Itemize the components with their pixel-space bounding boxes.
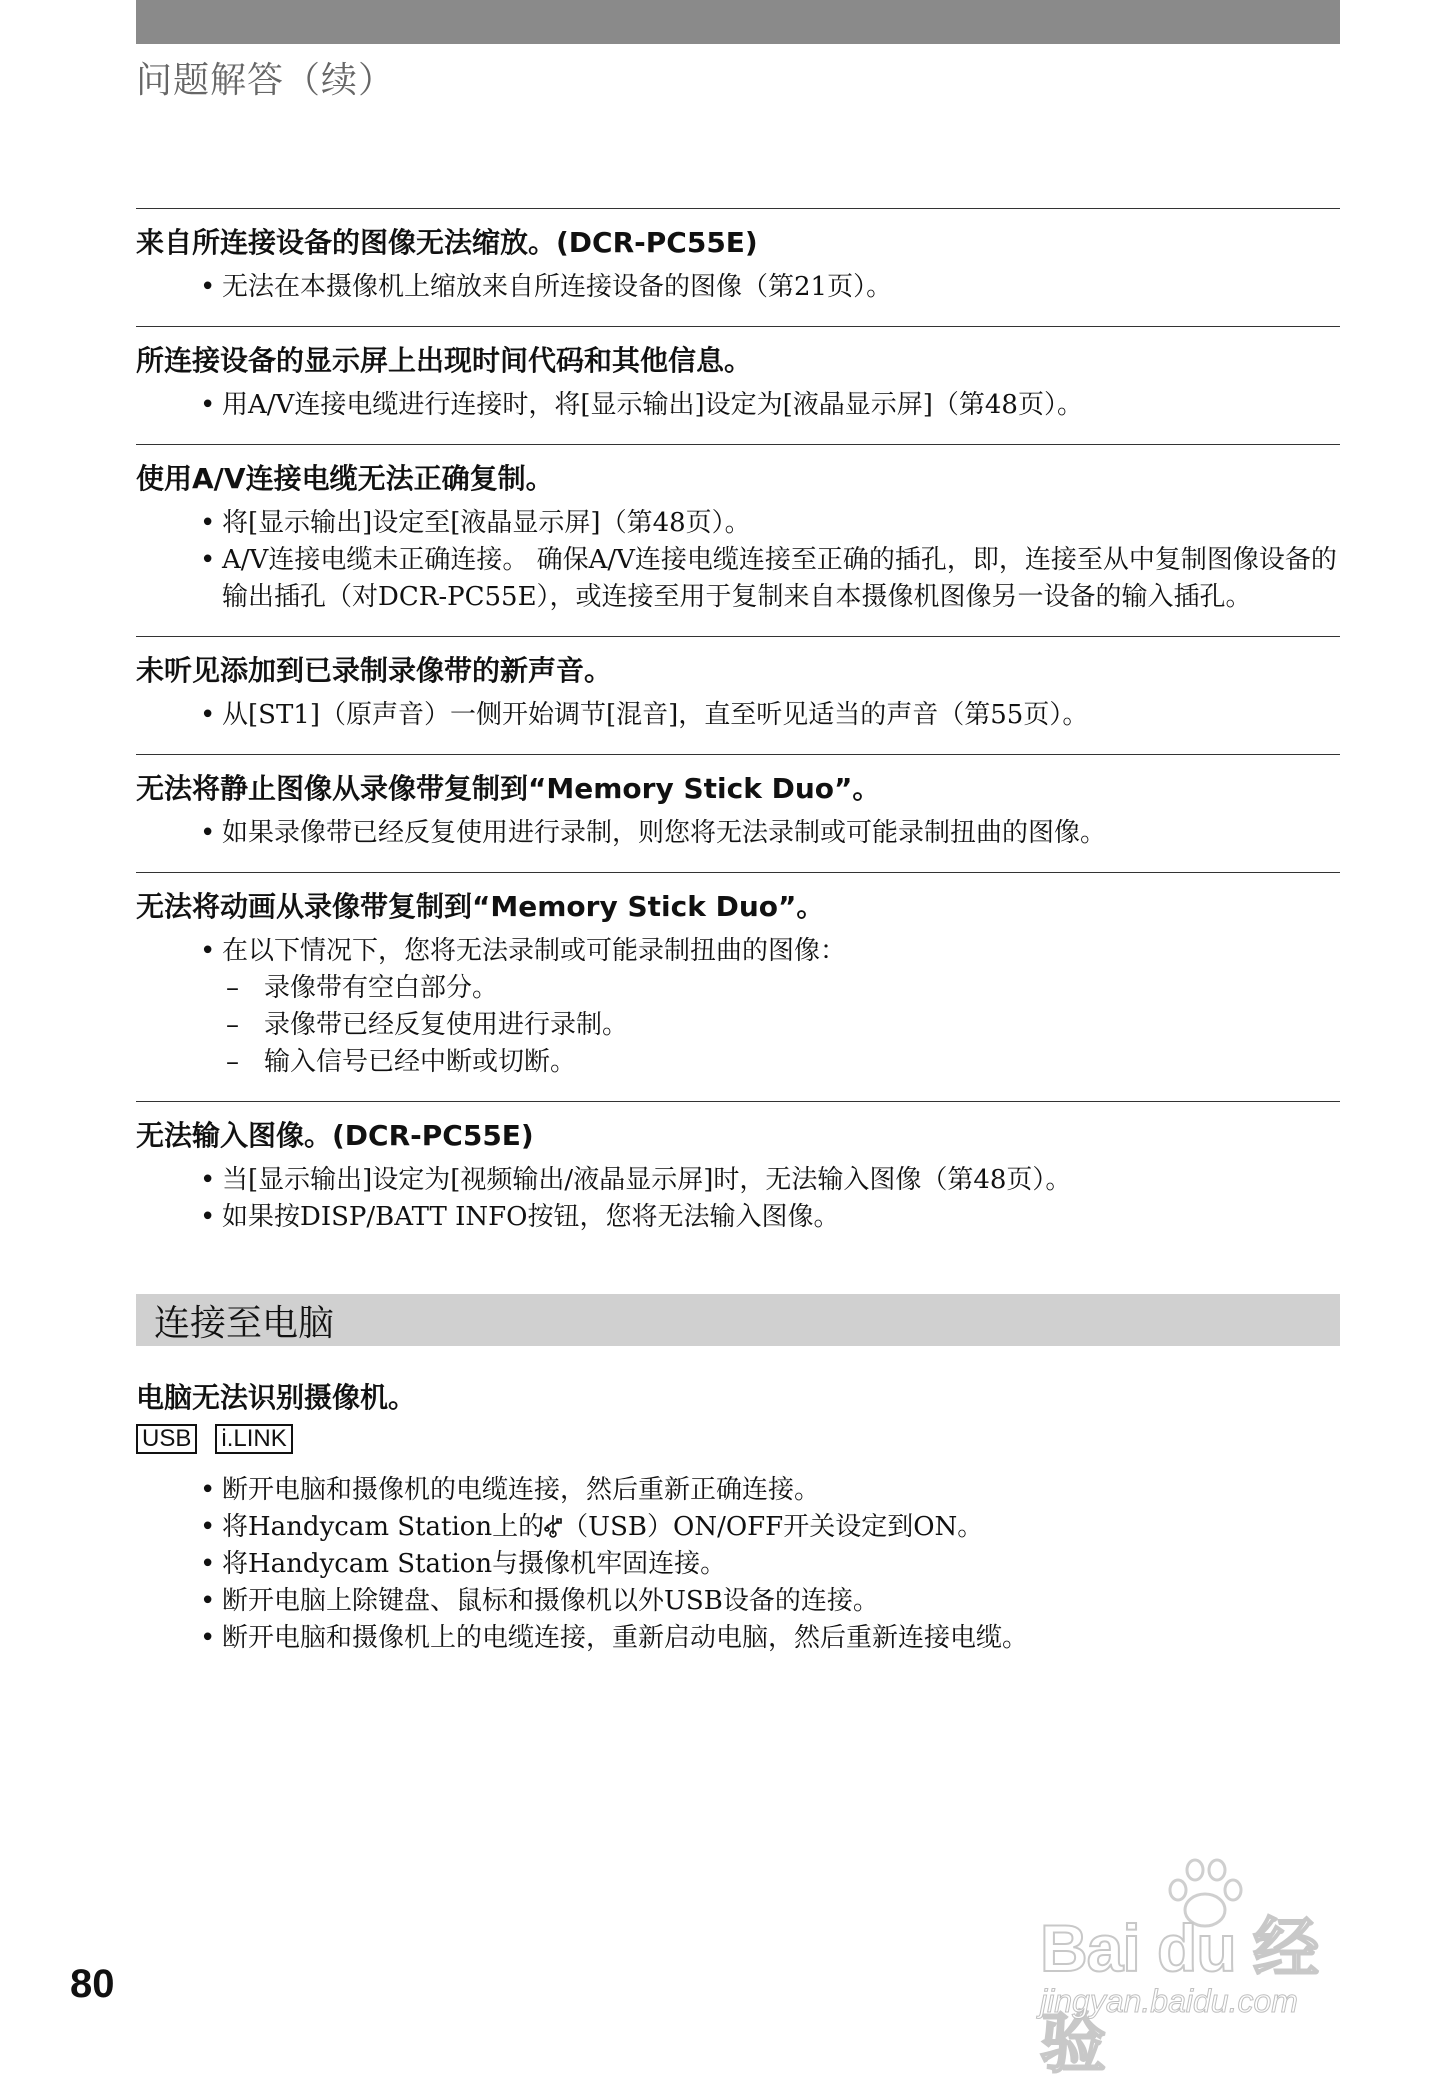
section-title: 无法将静止图像从录像带复制到“Memory Stick Duo”。	[136, 772, 881, 805]
section-title: 使用A/V连接电缆无法正确复制。	[136, 462, 554, 495]
dash-list	[136, 970, 1340, 1081]
faq-section	[136, 1101, 1340, 1256]
bullet-list	[136, 933, 1340, 970]
content	[136, 208, 1340, 1657]
usb-line-suffix: （USB）ON/OFF开关设定到ON。	[562, 1512, 984, 1542]
bullet-item: • 当[显示输出]设定为[视频输出/液晶显示屏]时，无法输入图像（第48页）。	[200, 1162, 1340, 1199]
usb-symbol-icon	[544, 1512, 562, 1542]
section-title: 无法输入图像。(DCR-PC55E)	[136, 1119, 534, 1152]
bullet-list	[136, 269, 1340, 306]
section-band	[136, 1294, 1340, 1346]
page-number: 80	[70, 1962, 115, 2006]
page-title: 问题解答（续）	[136, 60, 396, 101]
section-title: 所连接设备的显示屏上出现时间代码和其他信息。	[136, 344, 753, 377]
bullet-list	[136, 815, 1340, 852]
faq-section	[136, 754, 1340, 872]
bullet-list	[136, 697, 1340, 734]
bullet-item: • 无法在本摄像机上缩放来自所连接设备的图像（第21页）。	[200, 269, 1340, 306]
section-title: 无法将动画从录像带复制到“Memory Stick Duo”。	[136, 890, 825, 923]
bullet-list	[136, 1472, 1340, 1657]
band-title: 连接至电脑	[154, 1302, 335, 1344]
bullet-item: • 如果录像带已经反复使用进行录制，则您将无法录制或可能录制扭曲的图像。	[200, 815, 1340, 852]
bullet-item: • 断开电脑和摄像机上的电缆连接，重新启动电脑，然后重新连接电缆。	[200, 1620, 1340, 1657]
usb-tag: USB	[136, 1424, 197, 1454]
section-title: 电脑无法识别摄像机。	[136, 1381, 417, 1414]
bullet-list	[136, 387, 1340, 424]
watermark-url: jingyan.baidu.com	[1040, 1983, 1298, 2019]
faq-section	[136, 208, 1340, 326]
bullet-item: • 从[ST1]（原声音）一侧开始调节[混音]，直至听见适当的声音（第55页）。	[200, 697, 1340, 734]
faq-section	[136, 326, 1340, 444]
faq-section	[136, 872, 1340, 1101]
section-title: 来自所连接设备的图像无法缩放。(DCR-PC55E)	[136, 226, 758, 259]
bullet-item-usb-switch	[200, 1509, 1340, 1546]
computer-section	[136, 1346, 1340, 1657]
faq-section	[136, 636, 1340, 754]
section-title: 未听见添加到已录制录像带的新声音。	[136, 654, 613, 687]
bullet-item: • 将[显示输出]设定至[液晶显示屏]（第48页）。	[200, 505, 1340, 542]
dash-item: – 输入信号已经中断或切断。	[226, 1044, 1340, 1081]
bullet-item: • 断开电脑和摄像机的电缆连接，然后重新正确连接。	[200, 1472, 1340, 1509]
bullet-item: • 将Handycam Station与摄像机牢固连接。	[200, 1546, 1340, 1583]
bullet-list	[136, 1162, 1340, 1236]
ilink-tag: i.LINK	[215, 1424, 292, 1454]
dash-item: – 录像带已经反复使用进行录制。	[226, 1007, 1340, 1044]
bullet-item: • 在以下情况下，您将无法录制或可能录制扭曲的图像：	[200, 933, 1340, 970]
bullet-item: • 如果按DISP/BATT INFO按钮，您将无法输入图像。	[200, 1199, 1340, 1236]
bullet-item: • 用A/V连接电缆进行连接时，将[显示输出]设定为[液晶显示屏]（第48页）。	[200, 387, 1340, 424]
dash-item: – 录像带有空白部分。	[226, 970, 1340, 1007]
header-bar	[136, 0, 1340, 44]
baidu-watermark	[1030, 1855, 1370, 2080]
bullet-item: • A/V连接电缆未正确连接。 确保A/V连接电缆连接至正确的插孔，即，连接至从中复制图像设备的输出插孔（对DCR-PC55E），或连接至用于复制来自本摄像机图像另一设备的输入插孔。	[200, 542, 1340, 616]
interface-tags	[136, 1424, 1340, 1454]
bullet-item: • 断开电脑上除键盘、鼠标和摄像机以外USB设备的连接。	[200, 1583, 1340, 1620]
bullet-list	[136, 505, 1340, 616]
watermark-logo: Bai du 经验	[1040, 1911, 1319, 2080]
faq-section	[136, 444, 1340, 636]
usb-line-prefix: 将Handycam Station上的	[222, 1512, 545, 1542]
